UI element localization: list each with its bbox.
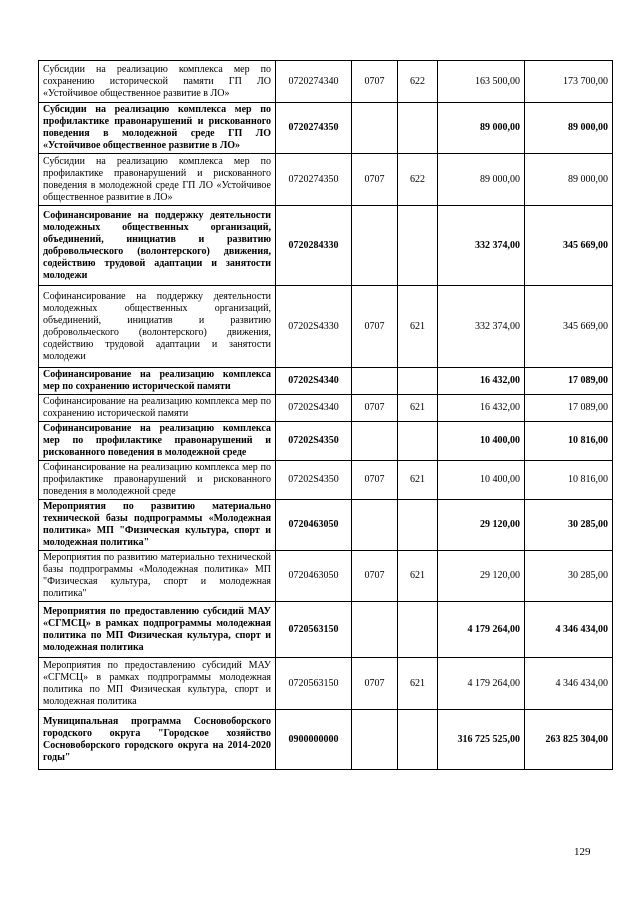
row-name-cell: Мероприятия по предоставлению субсидий МАУ «СГМСЦ» в рамках подпрограммы молодежная политика по МП Физическая культура, спорт и молодежная политика [39,602,276,658]
row-sum-first-cell: 29 120,00 [438,500,525,551]
row-section-cell: 0707 [352,395,398,422]
row-sum-first-cell: 4 179 264,00 [438,658,525,710]
row-code-cell: 07202S4330 [276,286,352,368]
row-name-cell: Субсидии на реализацию комплекса мер по сохранению исторической памяти ГП ЛО «Устойчивое общественное развитие в ЛО» [39,61,276,103]
table-row [39,395,613,422]
table-row [39,710,613,770]
table-row [39,422,613,461]
row-section-cell: 0707 [352,286,398,368]
row-sum-second-cell: 89 000,00 [525,103,613,154]
row-expense-type-cell [398,500,438,551]
budget-table [38,60,613,770]
row-name-cell: Софинансирование на реализацию комплекса мер по профилактике правонарушений и рискованного поведения в молодежной среде [39,461,276,500]
row-code-cell: 0720563150 [276,658,352,710]
row-section-cell [352,500,398,551]
row-sum-first-cell: 16 432,00 [438,368,525,395]
row-section-cell [352,103,398,154]
row-sum-first-cell: 163 500,00 [438,61,525,103]
row-sum-first-cell: 89 000,00 [438,103,525,154]
table-row [39,602,613,658]
row-name-cell: Софинансирование на реализацию комплекса мер по сохранению исторической памяти [39,395,276,422]
row-sum-first-cell: 10 400,00 [438,461,525,500]
row-sum-second-cell: 10 816,00 [525,422,613,461]
table-row [39,103,613,154]
row-sum-first-cell: 10 400,00 [438,422,525,461]
row-expense-type-cell [398,422,438,461]
table-row [39,461,613,500]
row-section-cell [352,368,398,395]
row-sum-second-cell: 263 825 304,00 [525,710,613,770]
row-sum-second-cell: 89 000,00 [525,154,613,206]
row-sum-second-cell: 30 285,00 [525,551,613,602]
table-row [39,500,613,551]
row-expense-type-cell: 621 [398,461,438,500]
row-sum-first-cell: 4 179 264,00 [438,602,525,658]
row-code-cell: 07202S4350 [276,422,352,461]
row-name-cell: Софинансирование на поддержку деятельности молодежных общественных организаций, объединений, инициатив и развитию добровольческого (волонтерского) движения, содействию трудовой адаптации и занятости молодежи [39,206,276,286]
row-sum-second-cell: 30 285,00 [525,500,613,551]
row-sum-second-cell: 4 346 434,00 [525,602,613,658]
row-sum-second-cell: 17 089,00 [525,368,613,395]
row-sum-first-cell: 316 725 525,00 [438,710,525,770]
row-expense-type-cell [398,602,438,658]
row-name-cell: Мероприятия по развитию материально технической базы подпрограммы «Молодежная политика» МП "Физическая культура, спорт и молодежная политика" [39,500,276,551]
table-row [39,286,613,368]
row-sum-first-cell: 89 000,00 [438,154,525,206]
row-expense-type-cell [398,368,438,395]
row-name-cell: Субсидии на реализацию комплекса мер по профилактике правонарушений и рискованного поведения в молодежной среде ГП ЛО «Устойчивое общественное развитие в ЛО» [39,154,276,206]
table-row [39,154,613,206]
table-row [39,61,613,103]
row-name-cell: Софинансирование на поддержку деятельности молодежных общественных организаций, объединений, инициатив и развитию добровольческого (волонтерского) движения, содействию трудовой адаптации и занятости молодежи [39,286,276,368]
row-code-cell: 0720463050 [276,551,352,602]
row-code-cell: 0720274350 [276,103,352,154]
table-row [39,658,613,710]
row-section-cell [352,206,398,286]
row-expense-type-cell [398,206,438,286]
row-expense-type-cell: 621 [398,395,438,422]
table-row [39,206,613,286]
row-code-cell: 07202S4340 [276,368,352,395]
row-code-cell: 0720274340 [276,61,352,103]
row-section-cell: 0707 [352,551,398,602]
row-code-cell: 0720274350 [276,154,352,206]
row-sum-second-cell: 10 816,00 [525,461,613,500]
row-name-cell: Субсидии на реализацию комплекса мер по профилактике правонарушений и рискованного поведения в молодежной среде ГП ЛО «Устойчивое общественное развитие в ЛО» [39,103,276,154]
row-name-cell: Мероприятия по развитию материально технической базы подпрограммы «Молодежная политика» МП "Физическая культура, спорт и молодежная политика" [39,551,276,602]
row-expense-type-cell: 621 [398,658,438,710]
row-sum-first-cell: 332 374,00 [438,206,525,286]
row-code-cell: 0900000000 [276,710,352,770]
row-sum-first-cell: 332 374,00 [438,286,525,368]
row-sum-second-cell: 173 700,00 [525,61,613,103]
table-row [39,551,613,602]
row-section-cell [352,422,398,461]
row-section-cell [352,710,398,770]
row-section-cell [352,602,398,658]
row-name-cell: Софинансирование на реализацию комплекса мер по профилактике правонарушений и рискованного поведения в молодежной среде [39,422,276,461]
row-expense-type-cell [398,710,438,770]
row-section-cell: 0707 [352,658,398,710]
row-expense-type-cell: 621 [398,551,438,602]
row-name-cell: Софинансирование на реализацию комплекса мер по сохранению исторической памяти [39,368,276,395]
row-section-cell: 0707 [352,61,398,103]
table-row [39,368,613,395]
row-sum-first-cell: 29 120,00 [438,551,525,602]
row-name-cell: Мероприятия по предоставлению субсидий МАУ «СГМСЦ» в рамках подпрограммы молодежная политика по МП Физическая культура, спорт и молодежная политика [39,658,276,710]
row-sum-second-cell: 345 669,00 [525,206,613,286]
row-code-cell: 0720563150 [276,602,352,658]
row-expense-type-cell [398,103,438,154]
row-code-cell: 0720284330 [276,206,352,286]
row-expense-type-cell: 621 [398,286,438,368]
row-expense-type-cell: 622 [398,61,438,103]
page-number: 129 [574,846,591,858]
row-code-cell: 07202S4340 [276,395,352,422]
row-expense-type-cell: 622 [398,154,438,206]
row-code-cell: 0720463050 [276,500,352,551]
row-section-cell: 0707 [352,461,398,500]
row-section-cell: 0707 [352,154,398,206]
row-code-cell: 07202S4350 [276,461,352,500]
row-sum-first-cell: 16 432,00 [438,395,525,422]
row-sum-second-cell: 4 346 434,00 [525,658,613,710]
row-sum-second-cell: 345 669,00 [525,286,613,368]
row-sum-second-cell: 17 089,00 [525,395,613,422]
row-name-cell: Муниципальная программа Сосновоборского городского округа "Городское хозяйство Сосновоборского городского округа на 2014-2020 годы" [39,710,276,770]
